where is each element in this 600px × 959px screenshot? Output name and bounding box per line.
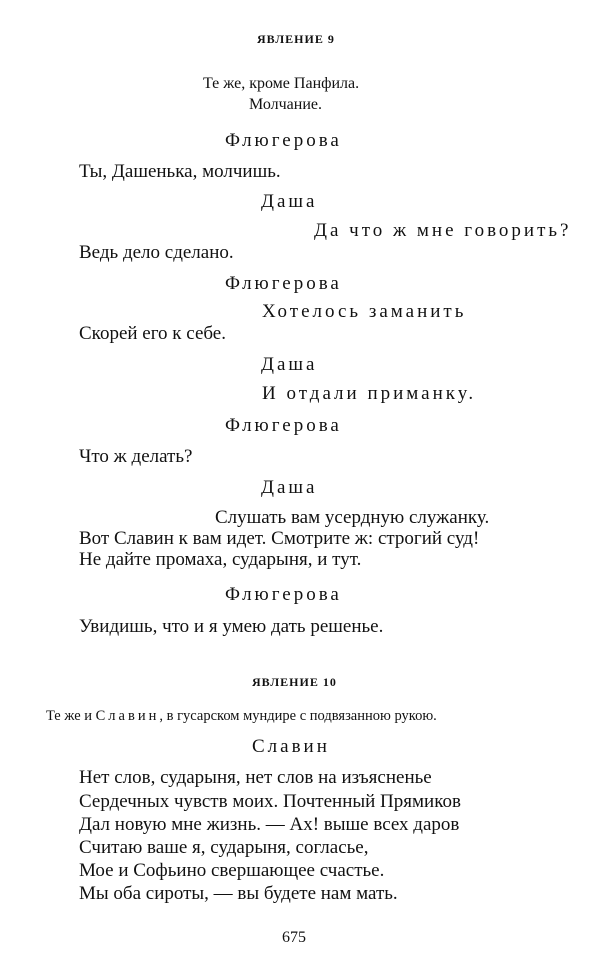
speaker-name: Даша xyxy=(261,477,318,498)
stage-direction: Молчание. xyxy=(249,96,322,113)
speaker-name: Флюгерова xyxy=(225,273,342,294)
stage-direction: Те же, кроме Панфила. xyxy=(203,75,360,92)
scene-heading: ЯВЛЕНИЕ 9 xyxy=(257,32,335,46)
stage-direction-text: Те же и xyxy=(46,708,96,724)
verse-line: Что ж делать? xyxy=(79,446,193,467)
verse-line: Мы оба сироты, — вы будете нам мать. xyxy=(79,883,398,904)
verse-line: Ты, Дашенька, молчишь. xyxy=(79,161,281,182)
stage-direction xyxy=(46,709,437,724)
character-name: Славин xyxy=(95,708,160,724)
verse-line: Нет слов, сударыня, нет слов на изъясненье xyxy=(79,767,432,788)
verse-line: Увидишь, что и я умею дать решенье. xyxy=(79,616,384,637)
verse-line: Дал новую мне жизнь. — Ах! выше всех даров xyxy=(79,814,460,835)
verse-line: Скорей его к себе. xyxy=(79,323,226,344)
verse-line: И отдали приманку. xyxy=(262,383,477,404)
page-number: 675 xyxy=(282,929,306,946)
verse-line: Считаю ваше я, сударыня, согласье, xyxy=(79,837,369,858)
scene-heading: ЯВЛЕНИЕ 10 xyxy=(252,675,337,689)
verse-line: Слушать вам усердную служанку. xyxy=(215,507,490,528)
speaker-name: Даша xyxy=(261,354,318,375)
speaker-name: Флюгерова xyxy=(225,130,342,151)
verse-line: Сердечных чувств моих. Почтенный Прямиков xyxy=(79,791,461,812)
verse-line: Не дайте промаха, сударыня, и тут. xyxy=(79,549,362,570)
verse-line: Вот Славин к вам идет. Смотрите ж: строгий суд! xyxy=(79,528,480,549)
speaker-name: Славин xyxy=(252,736,330,757)
verse-line: Ведь дело сделано. xyxy=(79,242,234,263)
verse-line: Хотелось заманить xyxy=(262,301,467,322)
speaker-name: Флюгерова xyxy=(225,584,342,605)
verse-line: Мое и Софьино свершающее счастье. xyxy=(79,860,385,881)
speaker-name: Флюгерова xyxy=(225,415,342,436)
stage-direction-text: , в гусарском мундире с подвязанною рукою. xyxy=(159,708,437,724)
verse-line: Да что ж мне говорить? xyxy=(314,220,572,241)
speaker-name: Даша xyxy=(261,191,318,212)
